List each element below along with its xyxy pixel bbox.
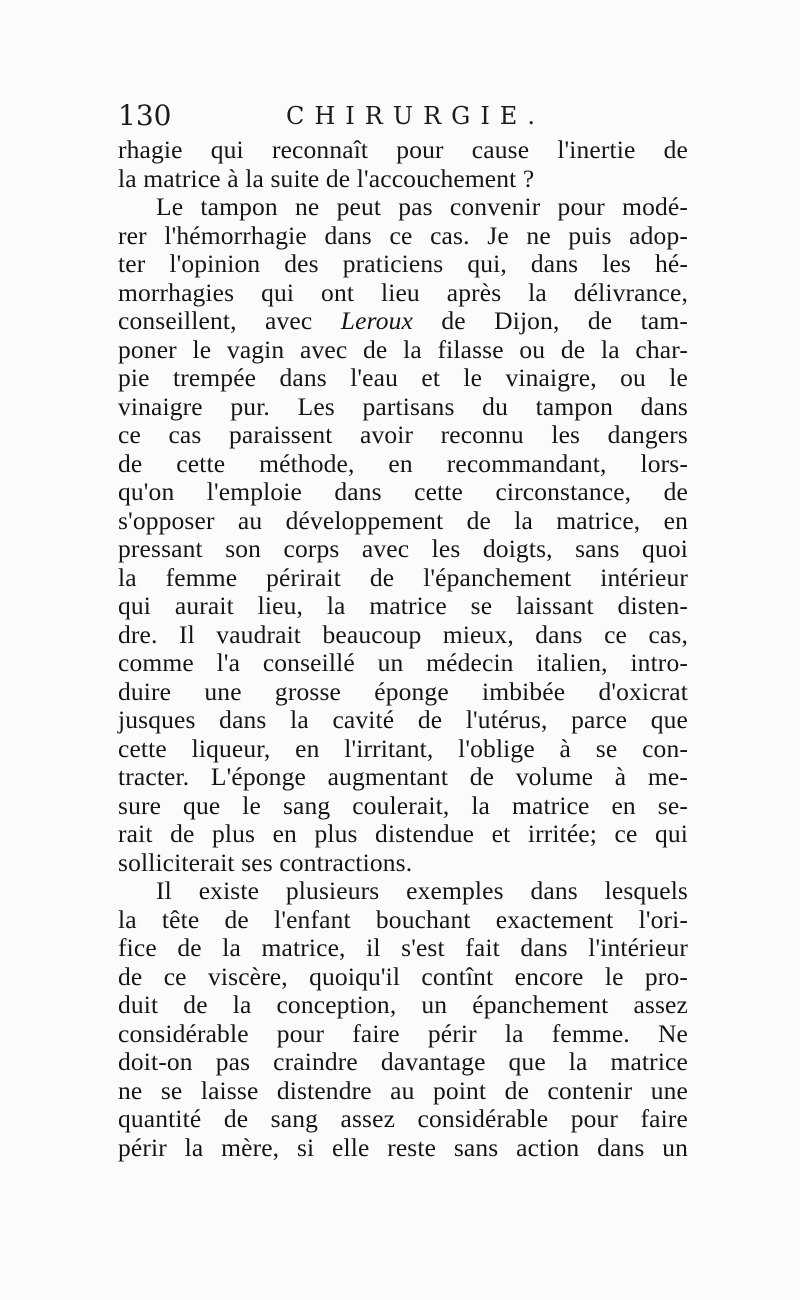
text-line: s'opposer au développement de la matrice, en [118,505,688,535]
text-line: conseillent, avec Leroux de Dijon, de tam- [118,306,689,335]
text-line: de cette méthode, en recommandant, lors- [118,448,688,478]
text-line: fice de la matrice, il s'est fait dans l'intérieur [118,933,688,962]
text-line: qu'on l'emploie dans cette circonstance, de [118,477,688,506]
body-text [118,136,688,1162]
running-title: CHIRURGIE. [286,102,545,130]
text-line: sure que le sang coulerait, la matrice en se- [118,790,688,820]
text-line: cette liqueur, en l'irritant, l'oblige à se con- [118,733,688,763]
text-line: la tête de l'enfant bouchant exactement l'ori- [118,904,688,934]
italic-name: Leroux [340,306,413,335]
text-line: ne se laisse distendre au point de contenir une [118,1075,688,1105]
text-line: quantité de sang assez considérable pour faire [118,1104,688,1133]
text-line: vinaigre pur. Les partisans du tampon dans [118,391,688,421]
text-line: rhagie qui reconnaît pour cause l'inertie de [118,135,688,164]
text-line: poner le vagin avec de la filasse ou de la char- [118,334,688,364]
text-line: ter l'opinion des praticiens qui, dans les hé- [118,249,688,278]
page-number: 130 [118,99,172,132]
page-header [118,96,688,136]
text-line: duit de la conception, un épanchement assez [118,990,688,1019]
text-line: pie trempée dans l'eau et le vinaigre, ou le [118,363,688,392]
text-line: jusques dans la cavité de l'utérus, parce que [118,705,688,734]
text-line: Il existe plusieurs exemples dans lesquels [156,876,688,905]
text-line: qui aurait lieu, la matrice se laissant disten- [118,591,688,620]
text-line: doit-on pas craindre davantage que la matrice [118,1047,688,1076]
text-line: comme l'a conseillé un médecin italien, intro- [118,648,688,677]
text-line: Le tampon ne peut pas convenir pour modé- [156,192,688,221]
text-line: tracter. L'éponge augmentant de volume à me- [118,762,688,791]
text-line: pressant son corps avec les doigts, sans quoi [118,534,688,563]
text-line: rait de plus en plus distendue et irritée; ce qui [118,819,688,848]
text-line: la femme périrait de l'épanchement intérieur [118,562,688,592]
text-line: considérable pour faire périr la femme. Ne [118,1018,688,1048]
text-line: duire une grosse éponge imbibée d'oxicrat [118,676,688,706]
text-line: ce cas paraissent avoir reconnu les dangers [118,420,688,449]
text-line: de ce viscère, quoiqu'il contînt encore le pro- [118,961,688,991]
text-line: périr la mère, si elle reste sans action dans un [118,1132,688,1162]
text-line: dre. Il vaudrait beaucoup mieux, dans ce cas, [118,619,688,649]
text-line: la matrice à la suite de l'accouchement ? [118,163,535,193]
text-line: solliciterait ses contractions. [118,847,413,877]
text-line: morrhagies qui ont lieu après la délivrance, [118,277,688,307]
text-line: rer l'hémorrhagie dans ce cas. Je ne puis adop- [118,220,688,250]
